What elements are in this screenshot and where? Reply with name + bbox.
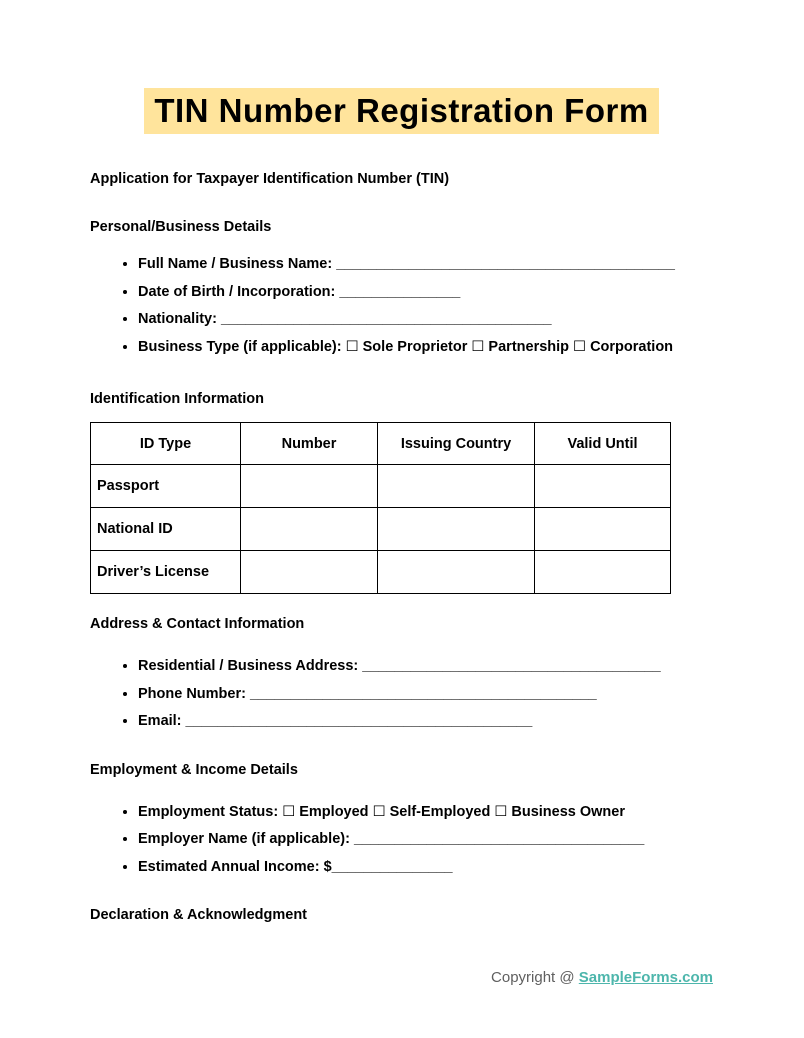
table-row-national-id bbox=[91, 508, 671, 551]
col-header-issuing-country: Issuing Country bbox=[378, 423, 535, 465]
list-item-annual-income: • Estimated Annual Income: $_______________ bbox=[138, 854, 713, 882]
list-item-address: • Residential / Business Address: _____________________________________ bbox=[138, 653, 713, 681]
list-item-email: • Email: ___________________________________________ bbox=[138, 708, 713, 736]
blank-cell-national-id-number bbox=[241, 508, 378, 551]
blank-cell-drivers-license-valid bbox=[535, 551, 671, 594]
personal-details-list bbox=[90, 251, 713, 361]
row-label-passport: Passport bbox=[91, 465, 241, 508]
row-label-drivers-license: Driver’s License bbox=[91, 551, 241, 594]
title-row bbox=[90, 88, 713, 134]
table-row-drivers-license bbox=[91, 551, 671, 594]
identification-table bbox=[90, 422, 671, 594]
section-heading-identification: Identification Information bbox=[90, 391, 264, 407]
list-item-employer-name: • Employer Name (if applicable): ____________________________________ bbox=[138, 826, 713, 854]
blank-cell-passport-valid bbox=[535, 465, 671, 508]
list-item-employment-status: • Employment Status: ☐ Employed ☐ Self-Employed ☐ Business Owner bbox=[138, 799, 713, 827]
col-header-valid-until: Valid Until bbox=[535, 423, 671, 465]
copyright-text: Copyright @ bbox=[491, 969, 575, 986]
list-item-dob-incorporation: • Date of Birth / Incorporation: _______________ bbox=[138, 279, 713, 307]
col-header-id-type: ID Type bbox=[91, 423, 241, 465]
sampleforms-link[interactable]: SampleForms.com bbox=[578, 969, 713, 986]
list-item-full-name: • Full Name / Business Name: __________________________________________ bbox=[138, 251, 713, 279]
list-item-phone: • Phone Number: ___________________________________________ bbox=[138, 681, 713, 709]
list-item-nationality: • Nationality: _________________________________________ bbox=[138, 306, 713, 334]
section-heading-employment: Employment & Income Details bbox=[90, 761, 298, 778]
blank-cell-national-id-country bbox=[378, 508, 535, 551]
section-heading-personal: Personal/Business Details bbox=[90, 219, 272, 235]
table-header-row bbox=[91, 423, 671, 465]
blank-cell-passport-country bbox=[378, 465, 535, 508]
page-title: TIN Number Registration Form bbox=[144, 88, 658, 134]
row-label-national-id: National ID bbox=[91, 508, 241, 551]
intro-heading: Application for Taxpayer Identification Number (TIN) bbox=[90, 171, 450, 187]
col-header-number: Number bbox=[241, 423, 378, 465]
footer bbox=[491, 969, 713, 986]
blank-cell-national-id-valid bbox=[535, 508, 671, 551]
blank-cell-passport-number bbox=[241, 465, 378, 508]
employment-income-list bbox=[90, 799, 713, 882]
section-heading-declaration: Declaration & Acknowledgment bbox=[90, 907, 308, 923]
address-contact-list bbox=[90, 653, 713, 736]
blank-cell-drivers-license-number bbox=[241, 551, 378, 594]
list-item-business-type: • Business Type (if applicable): ☐ Sole Proprietor ☐ Partnership ☐ Corporation bbox=[138, 334, 713, 362]
table-row-passport bbox=[91, 465, 671, 508]
blank-cell-drivers-license-country bbox=[378, 551, 535, 594]
section-heading-address: Address & Contact Information bbox=[90, 616, 305, 632]
